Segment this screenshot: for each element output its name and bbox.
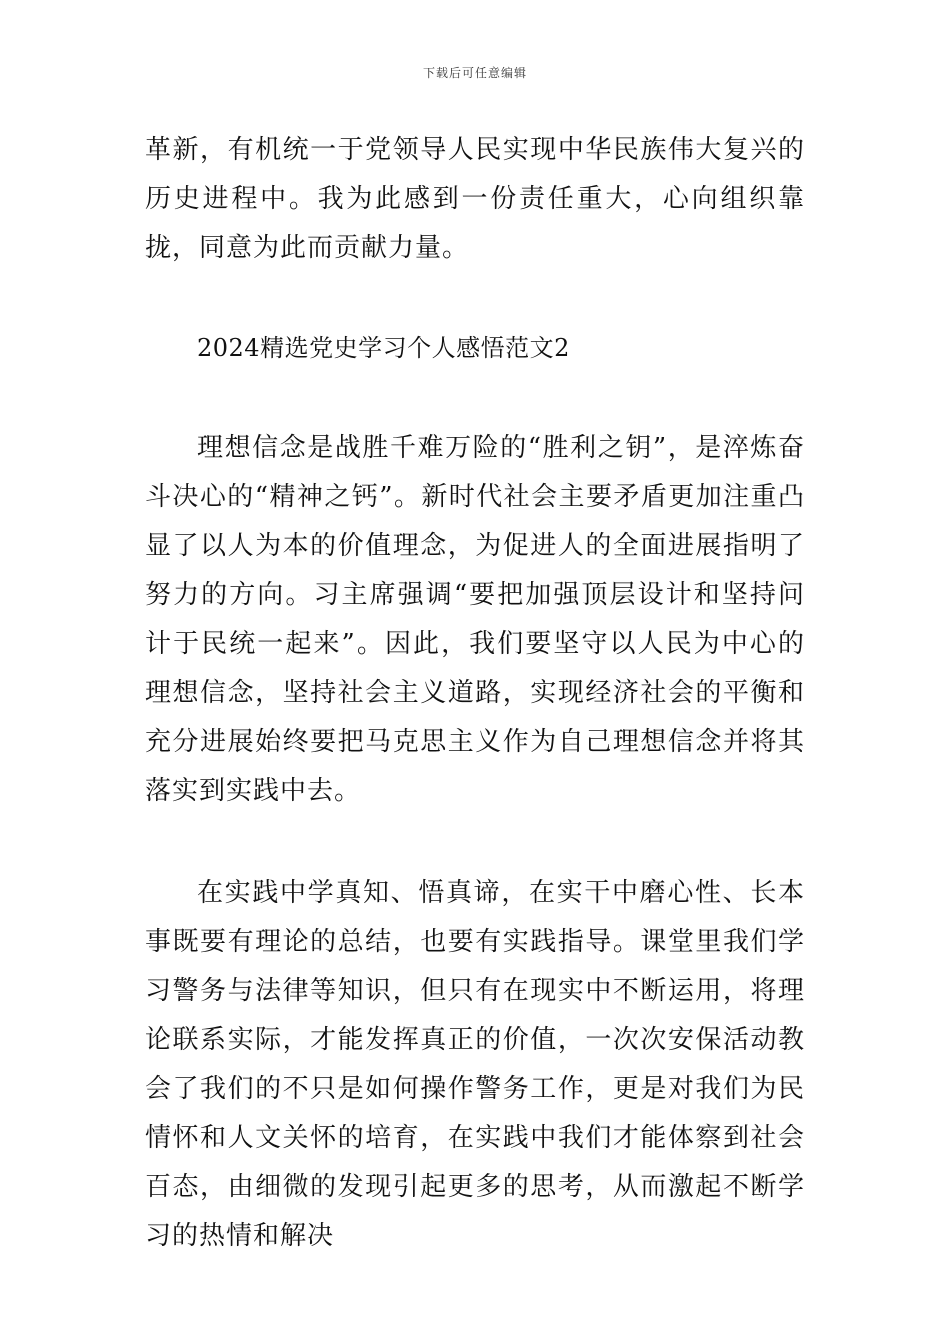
paragraph-3: 在实践中学真知、悟真谛，在实干中磨心性、长本事既要有理论的总结，也要有实践指导。课堂里我们学习警务与法律等知识，但只有在现实中不断运用，将理论联系实际，才能发挥真正的价值，一次次安保活动教会了我们的不只是如何操作警务工作，更是对我们为民情怀和人文关怀的培育，在实践中我们才能体察到社会百态，由细微的发现引起更多的思考，从而激起不断学习的热情和解决	[145, 878, 805, 1251]
paragraph-1: 革新，有机统一于党领导人民实现中华民族伟大复兴的历史进程中。我为此感到一份责任重大，心向组织靠拢，同意为此而贡献力量。	[145, 135, 805, 263]
header-note: 下载后可任意编辑	[422, 66, 527, 80]
paragraph-2: 理想信念是战胜千难万险的“胜利之钥”，是淬炼奋斗决心的“精神之钙”。新时代社会主要矛盾更加注重凸显了以人为本的价值理念，为促进人的全面进展指明了努力的方向。习主席强调“要把加强顶层设计和坚持问计于民统一起来”。因此，我们要坚守以人民为中心的理想信念，坚持社会主义道路，实现经济社会的平衡和充分进展始终要把马克思主义作为自己理想信念并将其落实到实践中去。	[145, 433, 805, 806]
section-heading: 2024精选党史学习个人感悟范文2	[197, 334, 570, 362]
